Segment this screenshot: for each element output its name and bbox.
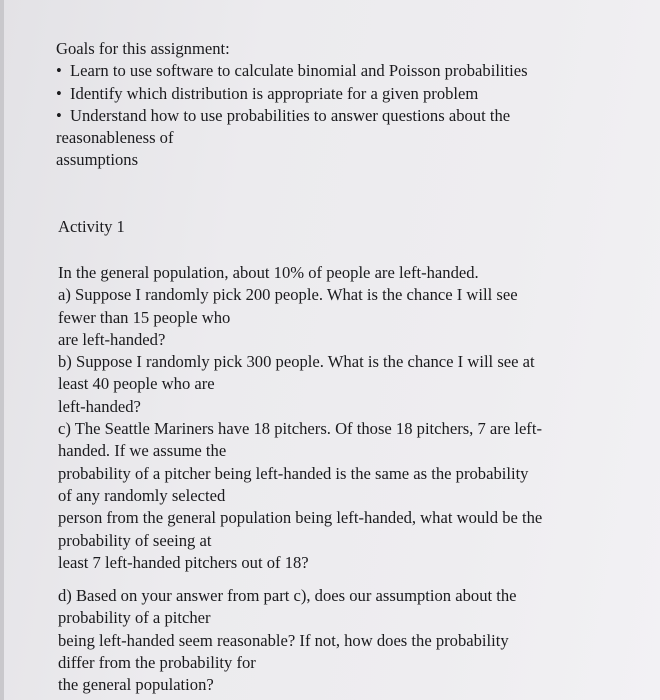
- activity-line: left-handed?: [58, 396, 141, 416]
- part-d-line: being left-handed seem reasonable? If not, how does the probability: [58, 630, 509, 650]
- activity-line: least 7 left-handed pitchers out of 18?: [58, 552, 309, 572]
- activity-line: are left-handed?: [58, 329, 166, 349]
- part-d-line: the general population?: [58, 675, 214, 695]
- activity-part-d: [58, 585, 628, 696]
- activity-title: Activity 1: [58, 217, 125, 236]
- goal-continuation-1: reasonableness of: [56, 128, 174, 148]
- goal-bullet-1: [56, 60, 616, 82]
- goals-section: [56, 38, 616, 172]
- activity-line: probability of a pitcher being left-handed is the same as the probability: [58, 463, 529, 483]
- activity-line: a) Suppose I randomly pick 200 people. What is the chance I will see: [58, 285, 518, 305]
- bullet-dot-icon: •: [56, 83, 62, 103]
- activity-line: of any randomly selected: [58, 485, 226, 505]
- bullet-dot-icon: •: [56, 105, 62, 125]
- part-d-line: differ from the probability for: [58, 652, 256, 672]
- goal-bullet-2: [56, 83, 616, 105]
- goal-continuation-2: assumptions: [56, 150, 139, 170]
- activity-line: least 40 people who are: [58, 374, 215, 394]
- activity-line: fewer than 15 people who: [58, 307, 231, 327]
- activity-line: handed. If we assume the: [58, 441, 227, 461]
- goal-text-1: Learn to use software to calculate binomial and Poisson probabilities: [70, 61, 528, 81]
- activity-line: probability of seeing at: [58, 530, 212, 550]
- goals-heading: Goals for this assignment:: [56, 39, 230, 58]
- page-edge-shadow: [0, 0, 4, 700]
- goal-text-3: Understand how to use probabilities to answer questions about the: [70, 105, 511, 125]
- goal-text-2: Identify which distribution is appropriate for a given problem: [70, 83, 479, 103]
- activity-line: person from the general population being left-handed, what would be the: [58, 508, 543, 528]
- part-d-line: d) Based on your answer from part c), does our assumption about the: [58, 586, 517, 605]
- activity-line: c) The Seattle Mariners have 18 pitchers. Of those 18 pitchers, 7 are left-: [58, 419, 542, 439]
- bullet-dot-icon: •: [56, 61, 62, 81]
- activity-body: [58, 262, 628, 574]
- goal-bullet-3: [56, 105, 616, 127]
- part-d-line: probability of a pitcher: [58, 608, 211, 628]
- activity-line-intro: In the general population, about 10% of people are left-handed.: [58, 263, 479, 282]
- activity-line: b) Suppose I randomly pick 300 people. What is the chance I will see at: [58, 352, 535, 372]
